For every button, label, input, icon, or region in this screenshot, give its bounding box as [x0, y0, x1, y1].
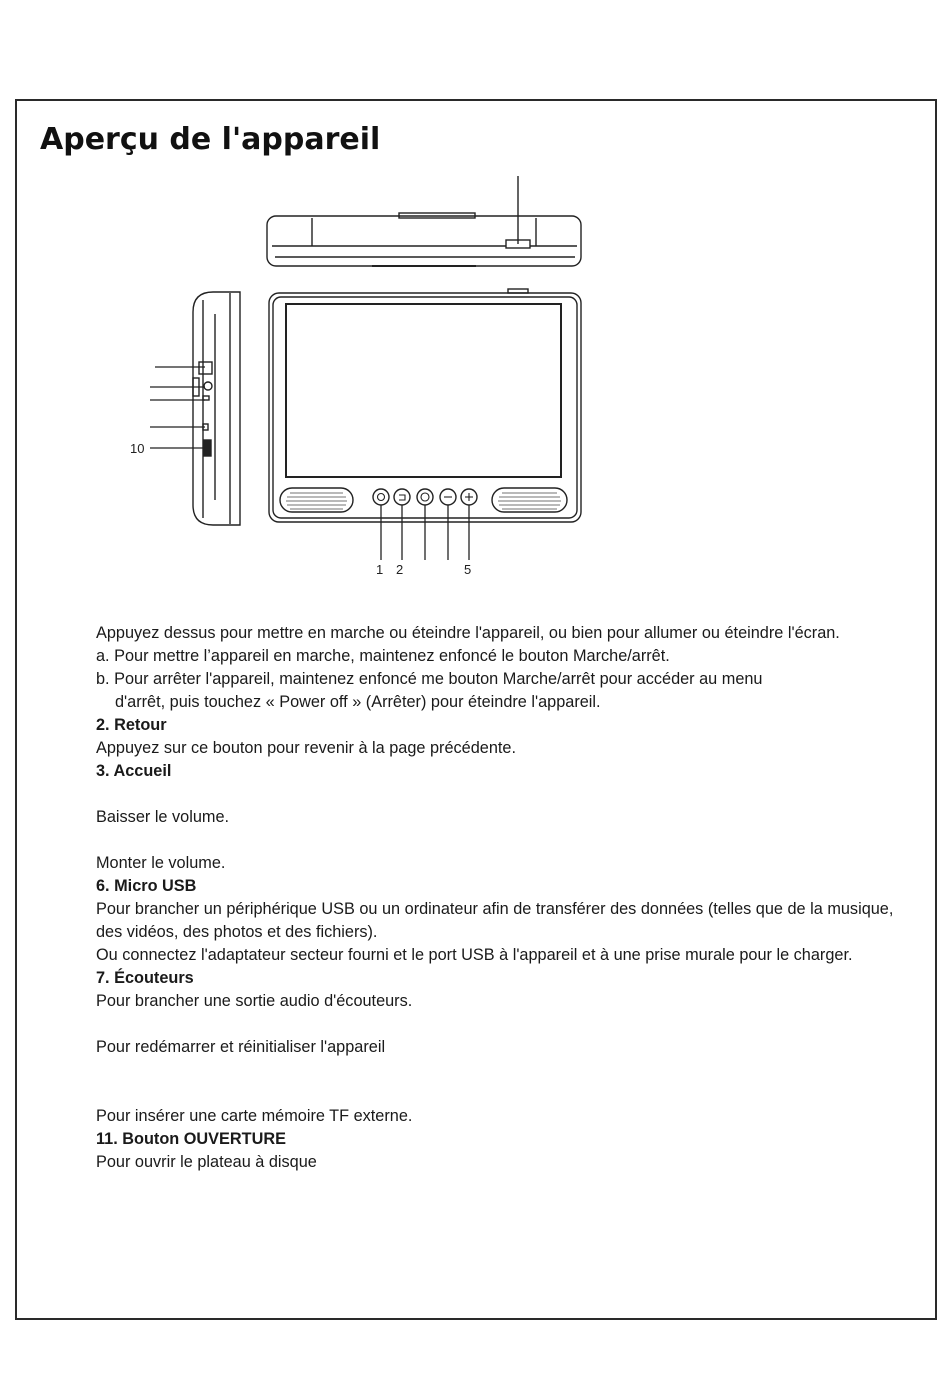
power-step-b-line1: b. Pour arrêter l'appareil, maintenez enfoncé me bouton Marche/arrêt pour accéder au menu [96, 670, 763, 688]
callout-label-2: 2 [396, 562, 404, 577]
device-diagram [0, 0, 950, 600]
headphones-description: Pour brancher une sortie audio d'écouteurs. [96, 992, 413, 1010]
instructions-body [96, 622, 896, 1174]
callout-label-5: 5 [464, 562, 472, 577]
side-callout-lines [150, 367, 205, 448]
power-description: Appuyez dessus pour mettre en marche ou éteindre l'appareil, ou bien pour allumer ou éteindre l'écran. [96, 624, 840, 642]
page-title: Aperçu de l'appareil [40, 122, 381, 157]
usb-description-1: Pour brancher un périphérique USB ou un ordinateur afin de transférer des données (telles que de la musique, des vidéos, des photos et des fichiers). [96, 900, 894, 941]
back-description: Appuyez sur ce bouton pour revenir à la page précédente. [96, 739, 516, 757]
usb-description-2: Ou connectez l'adaptateur secteur fourni et le port USB à l'appareil et à une prise murale pour le charger. [96, 946, 853, 964]
usb-heading: 6. Micro USB [96, 877, 197, 895]
front-callout-lines [381, 505, 469, 560]
tf-card-description: Pour insérer une carte mémoire TF externe. [96, 1107, 413, 1125]
open-button-description: Pour ouvrir le plateau à disque [96, 1153, 317, 1171]
reset-description: Pour redémarrer et réinitialiser l'appareil [96, 1038, 386, 1056]
back-heading: 2. Retour [96, 716, 167, 734]
home-heading: 3. Accueil [96, 762, 172, 780]
power-step-a: a. Pour mettre l’appareil en marche, maintenez enfoncé le bouton Marche/arrêt. [96, 647, 670, 665]
callout-label-10: 10 [130, 441, 145, 456]
open-button-heading: 11. Bouton OUVERTURE [96, 1130, 286, 1148]
power-step-b-line2: d'arrêt, puis touchez « Power off » (Arrêter) pour éteindre l'appareil. [115, 693, 601, 711]
callout-label-1: 1 [376, 562, 384, 577]
headphones-heading: 7. Écouteurs [96, 969, 194, 987]
device-front-view [269, 289, 581, 522]
volume-down-description: Baisser le volume. [96, 808, 230, 826]
front-buttons [373, 489, 477, 505]
device-side-view [193, 292, 240, 525]
volume-up-description: Monter le volume. [96, 854, 226, 872]
device-top-view [267, 213, 581, 266]
